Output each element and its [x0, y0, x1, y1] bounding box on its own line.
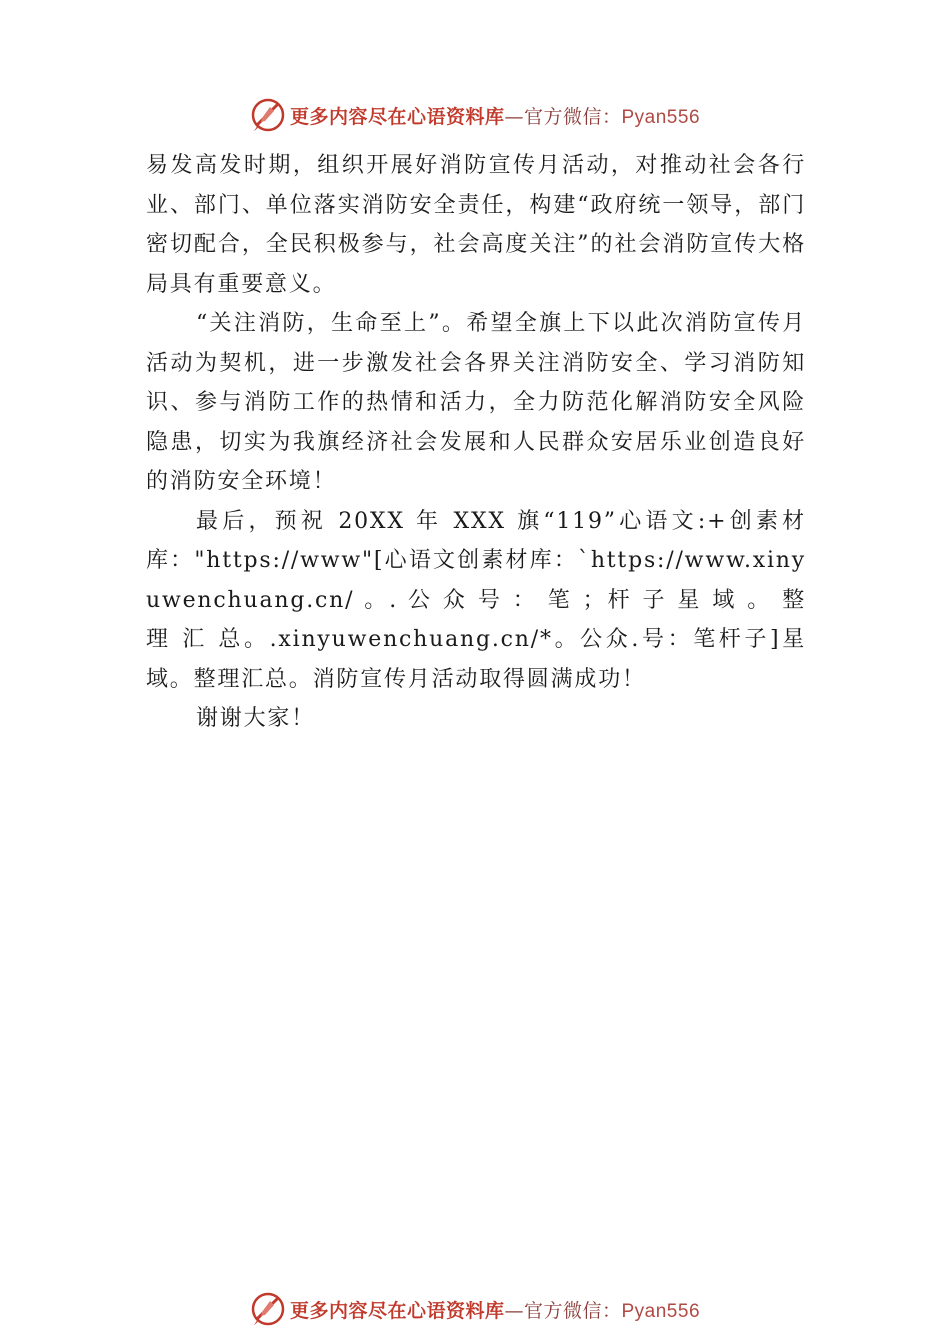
banner-library-text: 更多内容尽在心语资料库 [289, 105, 505, 128]
footer-banner [0, 1289, 950, 1329]
header-banner [0, 95, 950, 135]
brush-logo-icon [250, 1291, 286, 1327]
banner-library-text: 更多内容尽在心语资料库 [289, 1299, 505, 1322]
paragraph-3: 最后，预祝 20XX 年 XXX 旗“119”心语文:+创素材库："https://www"[心语文创素材库：`https://www.xinyuwenchuang.cn/ 。. 公 众 号 ： 笔 ；杆 子 星 域 。 整 理 汇 总。.xinyuwenchuang.cn/*。公众.号：笔杆子]星域。整理汇总。消防宣传月活动取得圆满成功！ [146, 508, 806, 692]
paragraph-1: 易发高发时期，组织开展好消防宣传月活动，对推动社会各行业、部门、单位落实消防安全责任，构建“政府统一领导，部门密切配合，全民积极参与，社会高度关注”的社会消防宣传大格局具有重要意义。 [146, 153, 806, 297]
brush-logo-icon [250, 97, 286, 133]
banner-text [290, 1296, 700, 1323]
paragraph-2: “关注消防，生命至上”。希望全旗上下以此次消防宣传月活动为契机，进一步激发社会各界关注消防安全、学习消防知识、参与消防工作的热情和活力，全力防范化解消防安全风险隐患，切实为我旗经济社会发展和人民群众安居乐业创造良好的消防安全环境！ [146, 311, 806, 494]
banner-official-label: —官方微信： [504, 105, 622, 128]
banner-official-label: —官方微信： [504, 1299, 622, 1322]
banner-text [290, 102, 700, 129]
paragraph-4: 谢谢大家！ [196, 706, 316, 731]
banner-wechat-id: Pyan556 [621, 1300, 701, 1322]
banner-wechat-id: Pyan556 [621, 106, 701, 128]
document-body [146, 146, 806, 739]
